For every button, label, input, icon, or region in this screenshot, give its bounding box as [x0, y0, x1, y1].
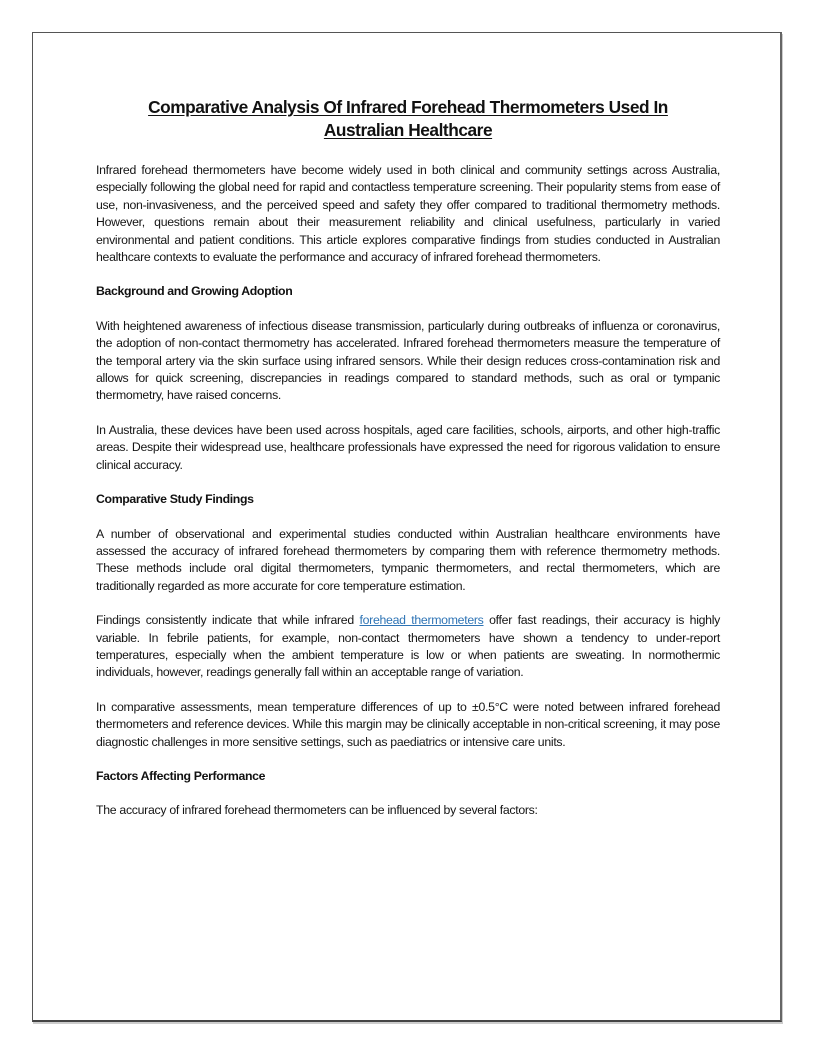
document-body	[96, 96, 720, 837]
document-title	[96, 96, 720, 142]
findings-paragraph-3: In comparative assessments, mean temperature differences of up to ±0.5°C were noted between infrared forehead thermometers and reference devices. While this margin may be clinically acceptable in non-critical screening, it may pose diagnostic challenges in more sensitive settings, such as paediatrics or intensive care units.	[96, 699, 720, 749]
factors-paragraph: The accuracy of infrared forehead thermometers can be influenced by several factors:	[96, 803, 538, 818]
heading-factors: Factors Affecting Performance	[96, 768, 266, 783]
findings-paragraph-1: A number of observational and experimental studies conducted within Australian healthcare environments have assessed the accuracy of infrared forehead thermometers by comparing them with reference thermometry methods. These methods include oral digital thermometers, tympanic thermometers, and rectal thermometers, which are traditionally regarded as more accurate for core temperature estimation.	[96, 526, 720, 593]
title-line-1: Comparative Analysis Of Infrared Forehead Thermometers Used In	[148, 97, 668, 117]
heading-background: Background and Growing Adoption	[96, 284, 293, 299]
forehead-thermometers-link[interactable]: forehead thermometers	[359, 613, 484, 628]
findings-text-before-link: Findings consistently indicate that while infrared	[96, 613, 360, 628]
background-paragraph-2: In Australia, these devices have been used across hospitals, aged care facilities, schools, airports, and other high-traffic areas. Despite their widespread use, healthcare professionals have expressed the need for rigorous validation to ensure clinical accuracy.	[96, 422, 720, 472]
background-paragraph-1: With heightened awareness of infectious disease transmission, particularly during outbreaks of influenza or coronavirus, the adoption of non-contact thermometry has accelerated. Infrared forehead thermometers measure the temperature of the temporal artery via the skin surface using infrared sensors. While their design reduces cross-contamination risk and allows for quick screening, discrepancies in readings compared to standard methods, such as oral or tympanic thermometry, have raised concerns.	[96, 318, 720, 403]
findings-paragraph-2	[96, 612, 720, 682]
findings-text-after-link: offer fast readings, their accuracy is highly variable. In febrile patients, for example, non-contact thermometers have shown a tendency to under-report temperatures, especially when the ambient temperature is low or when patients are sweating. In normothermic individuals, however, readings generally fall within an acceptable range of variation.	[96, 613, 721, 680]
intro-paragraph: Infrared forehead thermometers have become widely used in both clinical and community settings across Australia, especially following the global need for rapid and contactless temperature screening. Their popularity stems from ease of use, non-invasiveness, and the perceived speed and safety they offer compared to traditional thermometry methods. However, questions remain about their measurement reliability and clinical usefulness, particularly in varied environmental and patient conditions. This article explores comparative findings from studies conducted in Australian healthcare contexts to evaluate the performance and accuracy of infrared forehead thermometers.	[96, 163, 720, 265]
title-line-2: Australian Healthcare	[323, 120, 493, 140]
heading-findings: Comparative Study Findings	[96, 492, 254, 507]
